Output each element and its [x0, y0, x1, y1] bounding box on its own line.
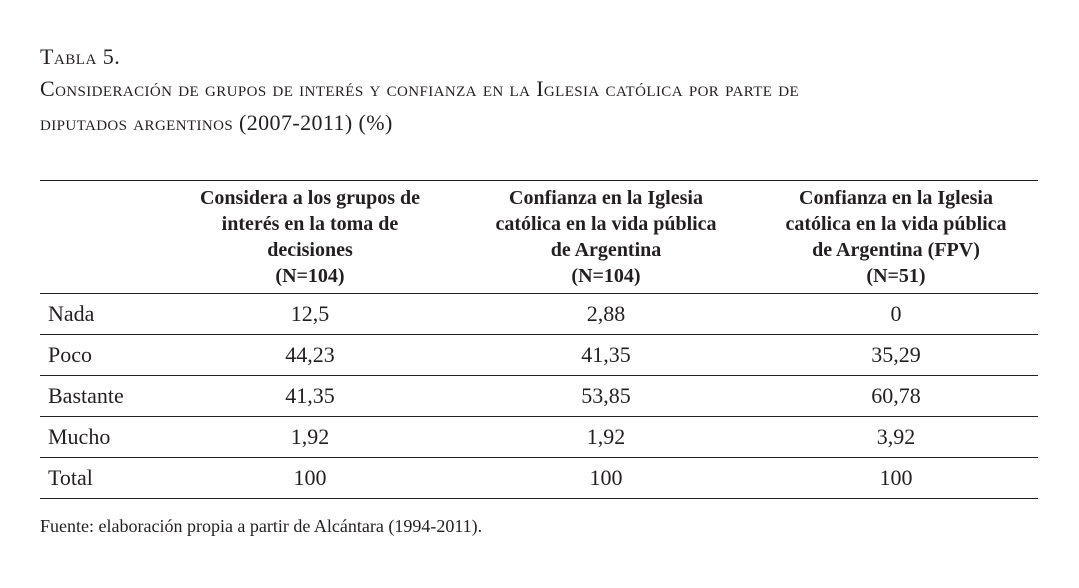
table-row-poco	[40, 335, 1038, 376]
document	[40, 42, 1038, 536]
header-line: (N=104)	[571, 265, 641, 287]
table-row-mucho	[40, 417, 1038, 458]
table-header-row	[40, 181, 1038, 294]
table-row-total	[40, 458, 1038, 499]
header-line: de Argentina	[550, 239, 662, 261]
table-cell: 44,23	[285, 342, 335, 367]
header-line: interés en la toma de	[221, 213, 399, 235]
table-cell: 53,85	[581, 383, 631, 408]
table-cell: 0	[890, 301, 902, 326]
header-line: decisiones	[267, 239, 353, 261]
header-line: católica en la vida pública	[785, 213, 1007, 235]
table-caption-title-line-2: diputados argentinos (2007-2011) (%)	[40, 110, 393, 135]
table-cell: 3,92	[876, 424, 916, 449]
header-line: Confianza en la Iglesia	[799, 187, 993, 209]
table-row-nada	[40, 294, 1038, 335]
header-line: (N=51)	[866, 265, 926, 287]
table-cell: 100	[293, 465, 327, 490]
table-cell: 100	[589, 465, 623, 490]
row-label: Nada	[48, 301, 95, 326]
table-cell: 60,78	[871, 383, 921, 408]
table-cell: 1,92	[290, 424, 330, 449]
row-label: Mucho	[48, 424, 111, 449]
row-label: Poco	[48, 342, 92, 367]
table-cell: 2,88	[586, 301, 626, 326]
row-label: Total	[48, 465, 93, 490]
row-label: Bastante	[48, 383, 124, 408]
header-grupos-interes	[162, 181, 458, 294]
table-caption-label: Tabla 5.	[40, 44, 121, 69]
table-cell: 41,35	[581, 342, 631, 367]
data-table	[40, 180, 1038, 499]
table-cell: 35,29	[871, 342, 921, 367]
table-cell: 1,92	[586, 424, 626, 449]
table-caption-title-line-1: Consideración de grupos de interés y confianza en la Iglesia católica por parte de	[40, 76, 800, 101]
header-confianza-iglesia	[458, 181, 754, 294]
table-cell: 41,35	[285, 383, 335, 408]
table-row-bastante	[40, 376, 1038, 417]
table-cell: 12,5	[290, 301, 330, 326]
header-line: Considera a los grupos de	[199, 187, 421, 209]
header-line: Confianza en la Iglesia	[509, 187, 703, 209]
header-empty-cell	[40, 181, 162, 294]
header-confianza-iglesia-fpv	[754, 181, 1038, 294]
table-source-note: Fuente: elaboración propia a partir de Alcántara (1994-2011).	[40, 516, 483, 536]
header-line: (N=104)	[275, 265, 345, 287]
header-line: de Argentina (FPV)	[812, 239, 980, 261]
table-cell: 100	[879, 465, 913, 490]
header-line: católica en la vida pública	[495, 213, 717, 235]
